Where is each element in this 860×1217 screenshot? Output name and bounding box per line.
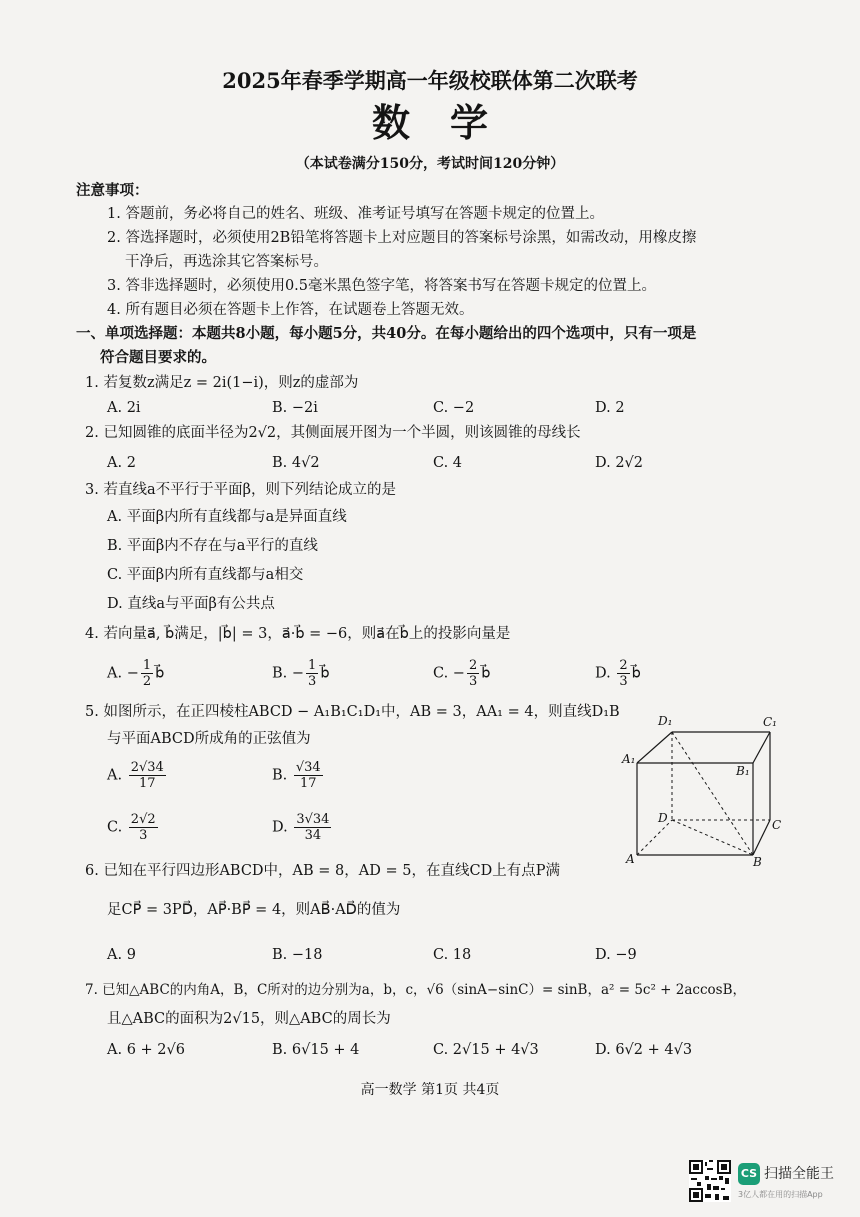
q3-option-d: D. 直线a与平面β有公共点	[107, 596, 275, 612]
q2-option-c: C. 4	[433, 455, 463, 471]
subject-title: 数学	[371, 100, 528, 145]
vertex-c1-label: C₁	[763, 715, 777, 729]
notice-item: 4. 所有题目必须在答题卡上作答，在试题卷上答题无效。	[107, 302, 474, 318]
q4-option-c: C. − $\frac{2}{3}$ b⃗	[433, 658, 491, 689]
question-5-stem: 5. 如图所示，在正四棱柱ABCD − A₁B₁C₁D₁中，AB = 3，AA₁ = 4，则直线D₁B	[85, 704, 620, 720]
question-6-stem-cont: 足CP⃗ = 3PD⃗，AP⃗·BP⃗ = 4，则AB⃗·AD⃗的值为	[107, 902, 401, 918]
scanner-logo-icon: CS	[738, 1163, 760, 1185]
q3-option-a: A. 平面β内所有直线都与a是异面直线	[107, 509, 347, 525]
vertex-b-label: B	[753, 855, 762, 869]
q7-option-d: D. 6√2 + 4√3	[595, 1042, 693, 1058]
q7-option-b: B. 6√15 + 4	[272, 1042, 360, 1058]
vertex-b1-label: B₁	[736, 764, 750, 778]
qr-code-icon	[689, 1160, 731, 1202]
question-6-stem: 6. 已知在平行四边形ABCD中，AB = 8，AD = 5，在直线CD上有点P满	[85, 863, 560, 879]
prism-figure	[620, 705, 790, 870]
scanner-app-name: 扫描全能王	[764, 1166, 834, 1182]
vertex-a1-label: A₁	[622, 752, 636, 766]
q6-option-c: C. 18	[433, 947, 472, 963]
exam-title: 2025年春季学期高一年级校联体第二次联考	[222, 68, 638, 93]
vertex-d-label: D	[658, 811, 668, 825]
vertex-c-label: C	[772, 818, 782, 832]
section-heading-cont: 符合题目要求的。	[100, 349, 216, 366]
q6-option-a: A. 9	[107, 947, 136, 963]
scanner-tagline: 3亿人都在用的扫描App	[738, 1190, 823, 1199]
q7-option-a: A. 6 + 2√6	[107, 1042, 185, 1058]
q2-option-b: B. 4√2	[272, 455, 320, 471]
q5-option-d: D. $\frac{3√34}{34}$	[272, 812, 330, 843]
notice-heading: 注意事项：	[76, 182, 149, 199]
q7-option-c: C. 2√15 + 4√3	[433, 1042, 539, 1058]
question-7-stem: 7. 已知△ABC的内角A，B，C所对的边分别为a，b，c，√6（sinA−sinC）= sinB，a² = 5c² + 2accosB，	[85, 982, 747, 998]
section-heading: 一、单项选择题：本题共8小题，每小题5分，共40分。在每小题给出的四个选项中，只有一项是	[76, 325, 697, 342]
q4-option-a: A. − $\frac{1}{2}$ b⃗	[107, 658, 165, 689]
question-2-stem: 2. 已知圆锥的底面半径为2√2，其侧面展开图为一个半圆，则该圆锥的母线长	[85, 425, 581, 441]
question-5-stem-cont: 与平面ABCD所成角的正弦值为	[107, 731, 311, 747]
q4-option-b: B. − $\frac{1}{3}$ b⃗	[272, 658, 330, 689]
q6-option-d: D. −9	[595, 947, 637, 963]
question-4-stem: 4. 若向量a⃗, b⃗满足，|b⃗| = 3，a⃗·b⃗ = −6，则a⃗在b⃗上的投影向量是	[85, 626, 511, 642]
notice-item: 1. 答题前，务必将自己的姓名、班级、准考证号填写在答题卡规定的位置上。	[107, 206, 604, 222]
q5-option-a: A. $\frac{2√34}{17}$	[107, 760, 164, 791]
exam-note: （本试卷满分150分，考试时间120分钟）	[295, 156, 565, 172]
q4-option-d: D. $\frac{2}{3}$ b⃗	[595, 658, 641, 689]
q5-option-b: B. $\frac{√34}{17}$	[272, 760, 321, 791]
q1-option-a: A. 2i	[107, 400, 141, 416]
page-footer: 高一数学 第1页 共4页	[360, 1082, 500, 1098]
q1-option-d: D. 2	[595, 400, 625, 416]
notice-item: 3. 答非选择题时，必须使用0.5毫米黑色签字笔，将答案书写在答题卡规定的位置上。	[107, 278, 657, 294]
q6-option-b: B. −18	[272, 947, 323, 963]
vertex-d1-label: D₁	[658, 714, 673, 728]
q3-option-c: C. 平面β内所有直线都与a相交	[107, 567, 304, 583]
q3-option-b: B. 平面β内不存在与a平行的直线	[107, 538, 318, 554]
q5-option-c: C. $\frac{2√2}{3}$	[107, 812, 156, 843]
question-7-stem-cont: 且△ABC的面积为2√15，则△ABC的周长为	[107, 1011, 391, 1027]
notice-item: 干净后，再选涂其它答案标号。	[125, 254, 328, 270]
vertex-a-label: A	[626, 852, 635, 866]
notice-item: 2. 答选择题时，必须使用2B铅笔将答题卡上对应题目的答案标号涂黑，如需改动，用橡皮擦	[107, 230, 697, 246]
question-3-stem: 3. 若直线a不平行于平面β，则下列结论成立的是	[85, 482, 396, 498]
q1-option-b: B. −2i	[272, 400, 318, 416]
q2-option-a: A. 2	[107, 455, 136, 471]
q1-option-c: C. −2	[433, 400, 475, 416]
q2-option-d: D. 2√2	[595, 455, 644, 471]
question-1-stem: 1. 若复数z满足z = 2i(1−i)，则z的虚部为	[85, 375, 359, 391]
